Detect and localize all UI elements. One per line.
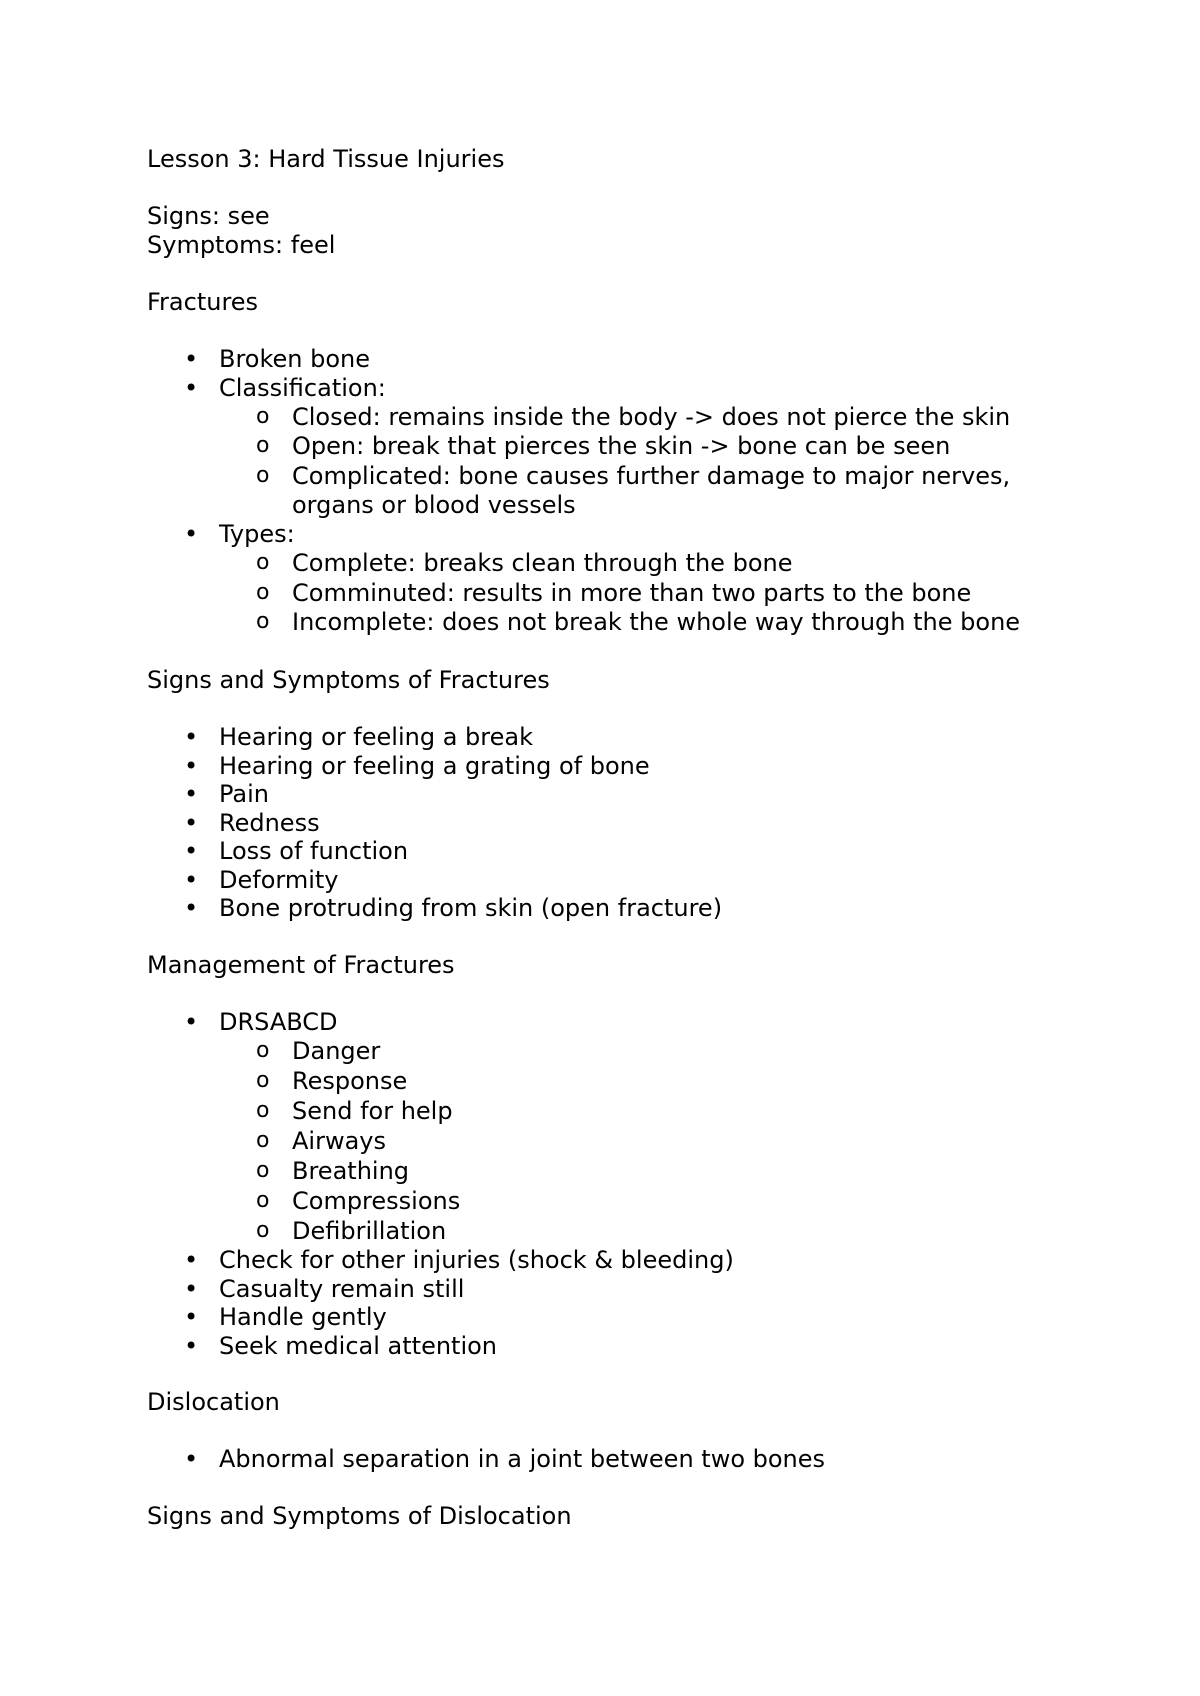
management-heading: Management of Fractures bbox=[147, 951, 455, 979]
sub-list-item: Send for help bbox=[292, 1097, 453, 1125]
sub-bullet-icon: o bbox=[256, 1068, 270, 1093]
list-item: Hearing or feeling a grating of bone bbox=[219, 752, 650, 780]
bullet-icon: • bbox=[184, 374, 199, 402]
list-item: Seek medical attention bbox=[219, 1332, 498, 1360]
sub-bullet-icon: o bbox=[256, 1158, 270, 1183]
signs-symptoms-dislocation-heading: Signs and Symptoms of Dislocation bbox=[147, 1502, 572, 1530]
drsabcd-label: DRSABCD bbox=[219, 1008, 338, 1036]
list-item: Abnormal separation in a joint between two bones bbox=[219, 1445, 826, 1473]
list-item: Bone protruding from skin (open fracture) bbox=[219, 894, 723, 922]
sub-bullet-icon: o bbox=[256, 1128, 270, 1153]
list-item: Handle gently bbox=[219, 1303, 387, 1331]
signs-symptoms-fractures-heading: Signs and Symptoms of Fractures bbox=[147, 666, 550, 694]
classification-label: Classification: bbox=[219, 374, 386, 402]
sub-list-item-continuation: organs or blood vessels bbox=[292, 491, 576, 519]
sub-list-item: Complicated: bone causes further damage to major nerves, bbox=[292, 462, 1011, 490]
sub-bullet-icon: o bbox=[256, 1218, 270, 1243]
sub-bullet-icon: o bbox=[256, 550, 270, 575]
bullet-icon: • bbox=[184, 752, 199, 780]
sub-list-item: Defibrillation bbox=[292, 1217, 447, 1245]
bullet-icon: • bbox=[184, 780, 199, 808]
sub-bullet-icon: o bbox=[256, 404, 270, 429]
sub-list-item: Closed: remains inside the body -> does not pierce the skin bbox=[292, 403, 1011, 431]
sub-bullet-icon: o bbox=[256, 609, 270, 634]
sub-list-item: Open: break that pierces the skin -> bone can be seen bbox=[292, 432, 951, 460]
sub-bullet-icon: o bbox=[256, 580, 270, 605]
sub-list-item: Incomplete: does not break the whole way through the bone bbox=[292, 608, 1021, 636]
list-item: Broken bone bbox=[219, 345, 371, 373]
list-item: Hearing or feeling a break bbox=[219, 723, 533, 751]
sub-bullet-icon: o bbox=[256, 1098, 270, 1123]
dislocation-heading: Dislocation bbox=[147, 1388, 280, 1416]
signs-line: Signs: see bbox=[147, 202, 270, 230]
sub-list-item: Comminuted: results in more than two parts to the bone bbox=[292, 579, 972, 607]
sub-list-item: Airways bbox=[292, 1127, 386, 1155]
sub-bullet-icon: o bbox=[256, 463, 270, 488]
bullet-icon: • bbox=[184, 723, 199, 751]
sub-bullet-icon: o bbox=[256, 433, 270, 458]
bullet-icon: • bbox=[184, 1275, 199, 1303]
list-item: Casualty remain still bbox=[219, 1275, 465, 1303]
sub-bullet-icon: o bbox=[256, 1188, 270, 1213]
sub-list-item: Compressions bbox=[292, 1187, 461, 1215]
fractures-heading: Fractures bbox=[147, 288, 259, 316]
sub-list-item: Danger bbox=[292, 1037, 381, 1065]
bullet-icon: • bbox=[184, 520, 199, 548]
sub-list-item: Breathing bbox=[292, 1157, 410, 1185]
symptoms-line: Symptoms: feel bbox=[147, 231, 336, 259]
page-title: Lesson 3: Hard Tissue Injuries bbox=[147, 145, 505, 173]
list-item: Pain bbox=[219, 780, 269, 808]
types-label: Types: bbox=[219, 520, 295, 548]
sub-bullet-icon: o bbox=[256, 1038, 270, 1063]
list-item: Deformity bbox=[219, 866, 339, 894]
bullet-icon: • bbox=[184, 1303, 199, 1331]
bullet-icon: • bbox=[184, 1246, 199, 1274]
sub-list-item: Response bbox=[292, 1067, 408, 1095]
bullet-icon: • bbox=[184, 1332, 199, 1360]
bullet-icon: • bbox=[184, 894, 199, 922]
sub-list-item: Complete: breaks clean through the bone bbox=[292, 549, 793, 577]
bullet-icon: • bbox=[184, 837, 199, 865]
list-item: Loss of function bbox=[219, 837, 409, 865]
bullet-icon: • bbox=[184, 1445, 199, 1473]
bullet-icon: • bbox=[184, 809, 199, 837]
bullet-icon: • bbox=[184, 1008, 199, 1036]
list-item: Check for other injuries (shock & bleeding) bbox=[219, 1246, 734, 1274]
bullet-icon: • bbox=[184, 866, 199, 894]
list-item: Redness bbox=[219, 809, 320, 837]
bullet-icon: • bbox=[184, 345, 199, 373]
